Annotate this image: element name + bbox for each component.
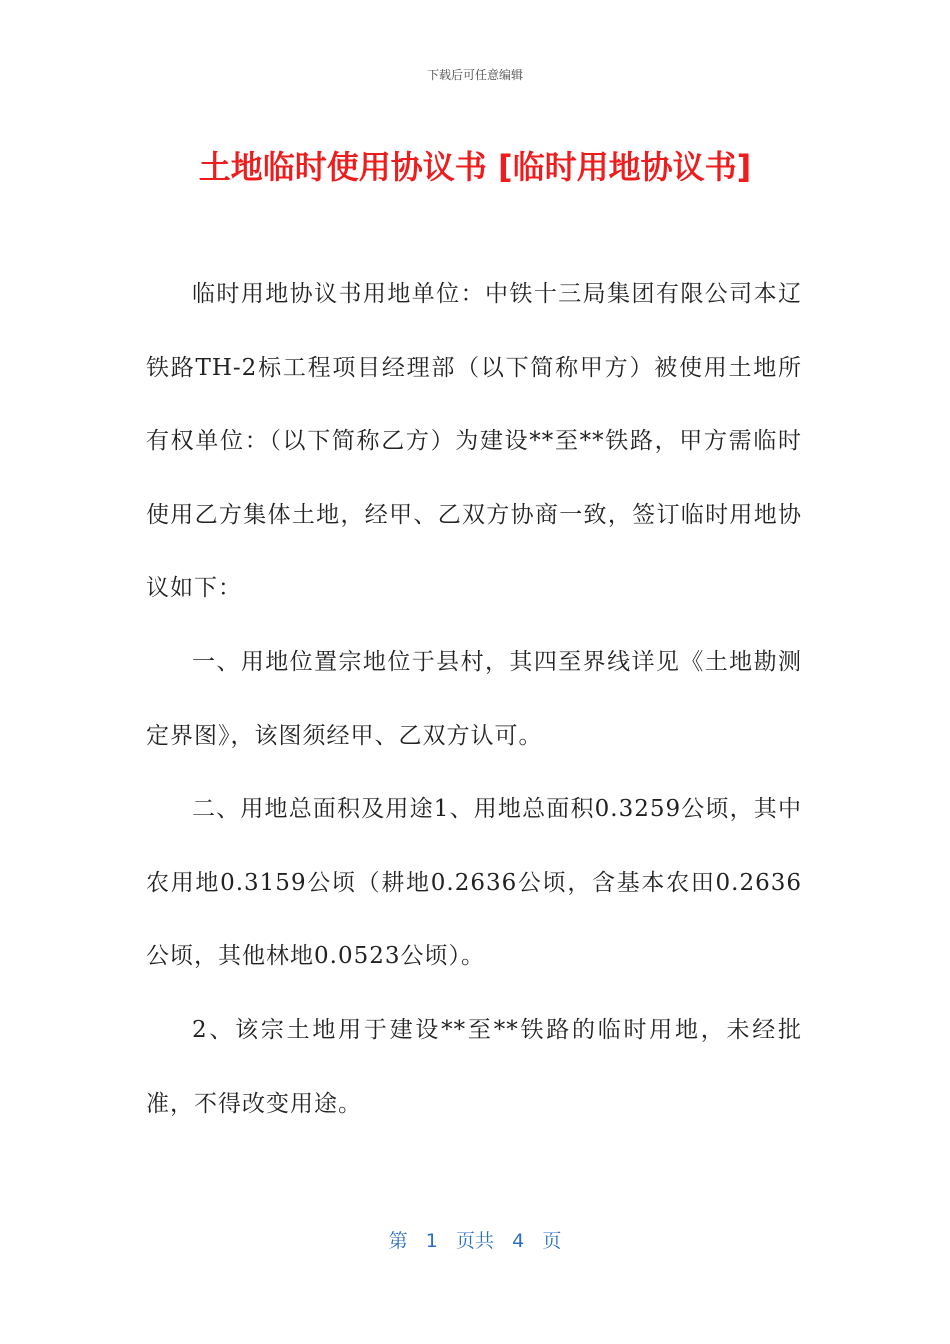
document-title: 土地临时使用协议书 [临时用地协议书] (198, 148, 752, 186)
paragraph-usage: 2、该宗土地用于建设**至**铁路的临时用地，未经批准，不得改变用途。 (146, 1016, 802, 1117)
header-note: 下载后可任意编辑 (426, 68, 523, 82)
footer-suffix: 页 (542, 1230, 562, 1252)
footer-middle: 页共 (455, 1230, 494, 1252)
document-body (146, 258, 802, 1141)
footer-total-pages: 4 (512, 1230, 525, 1252)
paragraph-location: 一、用地位置宗地位于县村，其四至界线详见《土地勘测定界图》，该图须经甲、乙双方认可。 (146, 648, 802, 749)
paragraph-area: 二、用地总面积及用途1、用地总面积0.3259公顷，其中农用地0.3159公顷（耕地0.2636公顷，含基本农田0.2636公顷，其他林地0.0523公顷）。 (146, 796, 802, 970)
page-footer (0, 1226, 950, 1253)
footer-current-page: 1 (425, 1230, 438, 1252)
footer-prefix: 第 (388, 1230, 408, 1252)
paragraph-intro: 临时用地协议书用地单位：中铁十三局集团有限公司本辽铁路TH-2标工程项目经理部（以下简称甲方）被使用土地所有权单位：（以下简称乙方）为建设**至**铁路，甲方需临时使用乙方集体土地，经甲、乙双方协商一致，签订临时用地协议如下： (146, 281, 802, 602)
